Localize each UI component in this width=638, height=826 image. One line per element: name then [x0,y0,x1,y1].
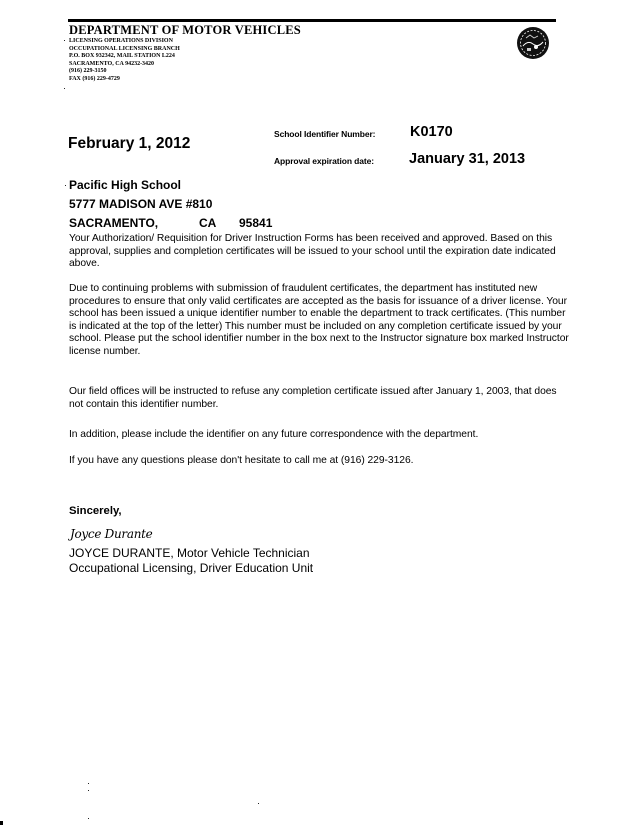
scan-speck [0,821,3,825]
scan-speck [258,803,259,804]
signature: Joyce Durante [70,527,153,541]
recipient-name: Pacific High School [69,178,182,192]
scan-speck [88,818,89,819]
scan-speck [88,783,89,784]
letterhead-line: OCCUPATIONAL LICENSING BRANCH [69,45,180,52]
body-paragraph: In addition, please include the identifier on any future correspondence with the department. [69,429,479,440]
department-title: DEPARTMENT OF MOTOR VEHICLES [69,23,301,37]
letterhead-line: SACRAMENTO, CA 94232-3420 [69,60,155,67]
closing-salutation: Sincerely, [69,505,122,517]
letterhead-line: (916) 229-3150 [69,68,107,75]
signer-block [69,546,313,575]
scan-speck [88,790,89,791]
body-paragraph: Due to continuing problems with submission of fraudulent certificates, the department has instituted new procedures to ensure that only valid certificates are accepted as the basis for issuance of a driver license. Your school has been issued a unique identifier number to enable the department to track certificates. (This number is indicated at the top of the letter) This number must be included on any completion certificate issued by your school. Please put the school identifier number in the box next to the Instructor signature box marked Instructor license number. [69,283,569,357]
scan-speck [65,185,66,186]
school-id-label: School Identifier Number: [274,129,376,139]
recipient-state: CA [199,216,217,230]
school-id-value: K0170 [410,124,453,140]
recipient-street: 5777 MADISON AVE #810 [69,197,213,211]
letterhead-line: LICENSING OPERATIONS DIVISION [69,38,173,44]
body-paragraph: Our field offices will be instructed to refuse any completion certificate issued after January 1, 2003, that does not contain this identifier number. [69,386,557,410]
body-paragraph: Your Authorization/ Requisition for Driver Instruction Forms has been received and approved. Based on this approval, supplies and completion certificates will be issued to your school until the expiration date indicated above. [69,233,556,270]
letterhead-line: P.O. BOX 932342, MAIL STATION L224 [69,53,175,60]
letterhead-rule [68,19,556,22]
letterhead-address [69,38,180,84]
body-paragraph: If you have any questions please don't hesitate to call me at (916) 229-3126. [69,455,414,466]
signer-name-title: JOYCE DURANTE, Motor Vehicle Technician [69,546,310,560]
recipient-city: SACRAMENTO, [69,216,159,230]
expiration-label: Approval expiration date: [274,156,374,166]
scan-speck [64,88,65,89]
recipient-zip: 95841 [239,216,273,230]
expiration-value: January 31, 2013 [409,151,526,167]
recipient-address [69,176,272,233]
state-seal-icon [516,26,550,60]
signer-unit: Occupational Licensing, Driver Education Unit [69,560,314,575]
letterhead-line: FAX (916) 229-4729 [69,75,120,82]
scan-speck [64,40,65,41]
letter-date: February 1, 2012 [68,135,191,152]
